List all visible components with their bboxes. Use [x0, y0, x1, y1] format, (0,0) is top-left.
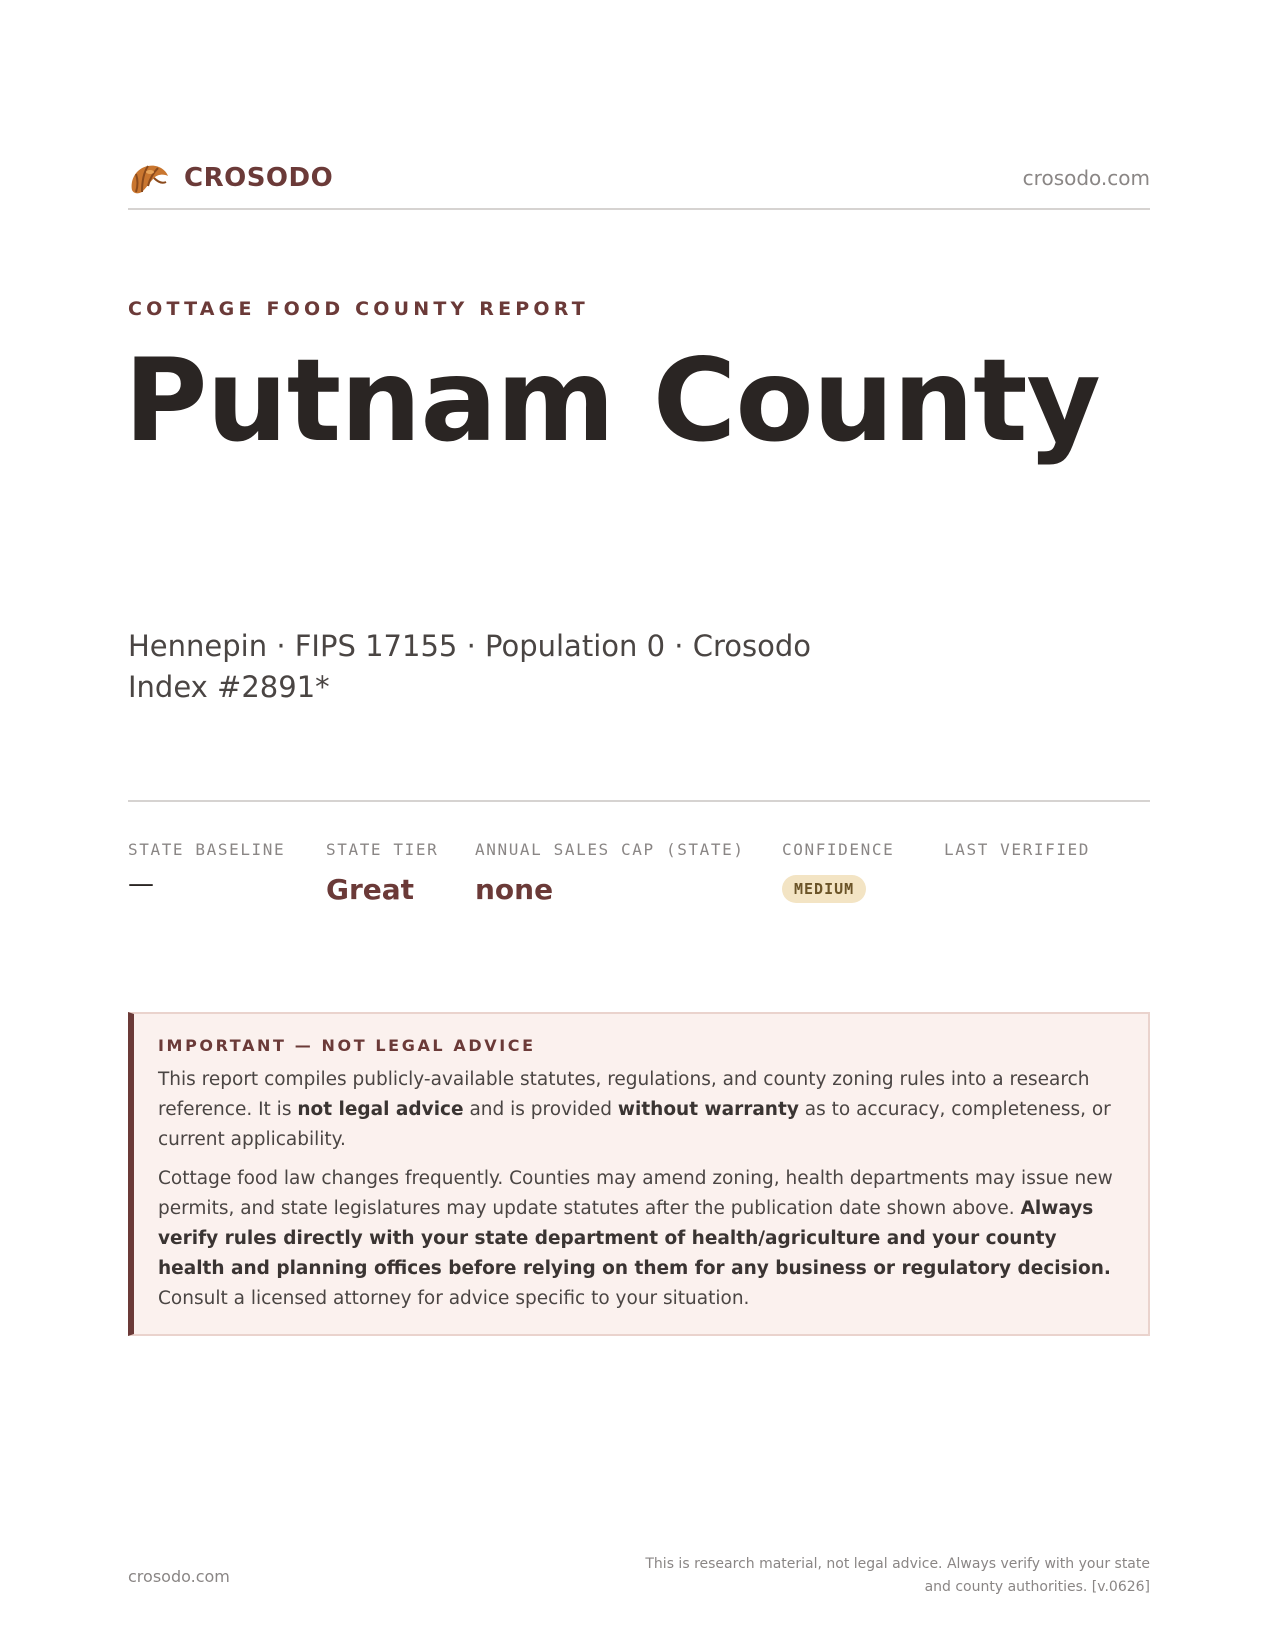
- disclaimer-text: Cottage food law changes frequently. Counties may amend zoning, health departments may issue new permits, and state legislatures may update statutes after the publication date shown above.: [158, 1168, 1113, 1219]
- stat-label: STATE BASELINE: [128, 840, 286, 859]
- page-header: [128, 158, 1150, 210]
- report-page: [124, 0, 1150, 1650]
- stat-last-verified: [944, 840, 1090, 873]
- disclaimer-text: This report compiles publicly-available statutes, regulations, and county zoning rules into a research reference. It is: [158, 1069, 1090, 1120]
- disclaimer-text: Consult a licensed attorney for advice specific to your situation.: [158, 1288, 750, 1309]
- disclaimer-emphasis: not legal advice: [297, 1099, 464, 1120]
- confidence-badge: MEDIUM: [782, 875, 866, 903]
- stat-label: CONFIDENCE: [782, 840, 895, 859]
- disclaimer-emphasis: without warranty: [617, 1099, 799, 1120]
- legal-disclaimer: [128, 1012, 1150, 1336]
- stat-value: Great: [326, 873, 415, 906]
- stat-label: STATE TIER: [326, 840, 439, 859]
- footer-note: [630, 1553, 1150, 1599]
- stat-value: none: [475, 873, 554, 906]
- croissant-icon: [128, 160, 170, 196]
- disclaimer-paragraph: [158, 1164, 1122, 1314]
- footer-site-url[interactable]: crosodo.com: [128, 1567, 230, 1586]
- footer-note-line: and county authorities. [v.0626]: [924, 1579, 1150, 1595]
- county-subtitle: Hennepin · FIPS 17155 · Population 0 · Crosodo Index #2891*: [128, 629, 811, 704]
- stat-state-tier: [326, 840, 438, 906]
- stat-label: LAST VERIFIED: [944, 840, 1091, 859]
- disclaimer-emphasis: Always verify rules directly with your state department of health/agriculture and your county health and planning offices before relying on them for any business or regulatory decision.: [158, 1198, 1111, 1279]
- stat-annual-sales-cap: [475, 840, 745, 906]
- stat-label: ANNUAL SALES CAP (STATE): [475, 840, 745, 859]
- disclaimer-text: as to accuracy, completeness, or current applicability.: [158, 1099, 1111, 1150]
- page-title: Putnam County: [124, 334, 1100, 467]
- disclaimer-text: and is provided: [463, 1099, 618, 1120]
- stats-row: [128, 800, 1150, 910]
- brand: [128, 160, 333, 196]
- brand-name: CROSODO: [184, 163, 334, 193]
- disclaimer-title: IMPORTANT — NOT LEGAL ADVICE: [158, 1036, 536, 1055]
- stat-value: —: [128, 869, 154, 899]
- site-url[interactable]: crosodo.com: [1022, 166, 1150, 190]
- stat-state-baseline: [128, 840, 285, 899]
- report-eyebrow: COTTAGE FOOD COUNTY REPORT: [128, 298, 589, 320]
- stat-confidence: [782, 840, 894, 903]
- footer-note-line: This is research material, not legal advice. Always verify with your state: [645, 1556, 1150, 1572]
- disclaimer-paragraph: [158, 1065, 1122, 1155]
